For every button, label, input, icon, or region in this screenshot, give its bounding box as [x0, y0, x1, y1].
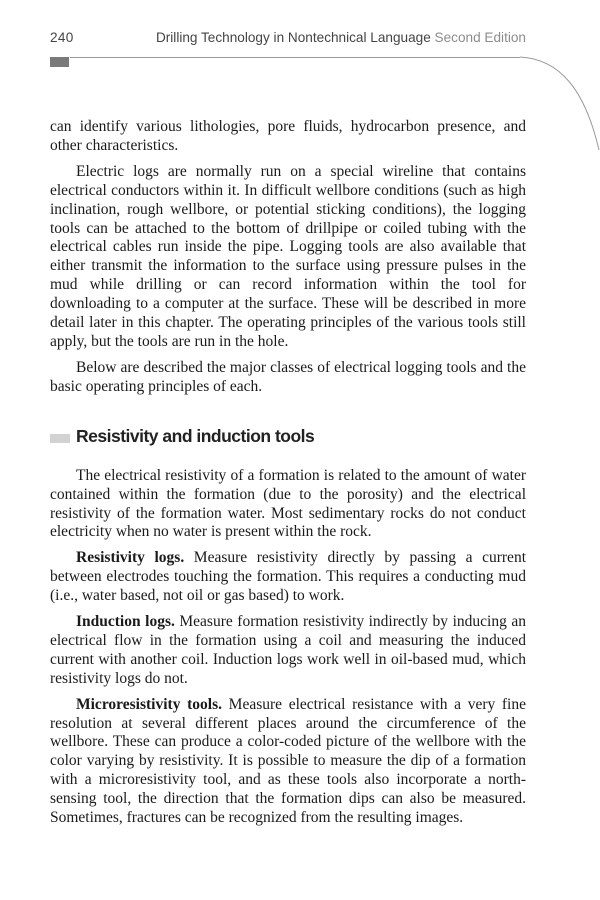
page-number: 240 — [50, 30, 74, 45]
header-rule — [70, 57, 520, 58]
paragraph-resistivity-intro: The electrical resistivity of a formation is related to the amount of water contained within the formation (due to the porosity) and the electrical resistivity of the formation water. Most sedimentary rocks do not conduct electricity when no water is present within the rock. — [50, 466, 526, 541]
body-text — [50, 118, 526, 835]
definition-microresistivity-tools: Measure electrical resistance with a very fine resolution at several different places around the circumference of the wellbore. These can produce a color-coded picture of the wellbore with the color varying by resistivity. It is possible to measure the dip of a formation with a microresistivity tool, and as these tools also incorporate a north-sensing tool, the direction that the formation dips can also be measured. Sometimes, fractures can be recognized from the resulting images. — [50, 695, 526, 827]
book-title: Drilling Technology in Nontechnical Language — [155, 30, 431, 45]
term-resistivity-logs: Resistivity logs. — [76, 549, 185, 567]
section-title: Resistivity and induction tools — [76, 425, 315, 446]
paragraph-continuation: can identify various lithologies, pore fluids, hydrocarbon presence, and other characteristics. — [50, 118, 526, 154]
page-corner-curve — [520, 50, 600, 160]
paragraph-resistivity-logs — [50, 549, 526, 606]
term-microresistivity-tools: Microresistivity tools. — [76, 695, 222, 713]
term-induction-logs: Induction logs. — [76, 613, 175, 631]
edition-label: Second Edition — [434, 30, 526, 45]
paragraph-induction-logs — [50, 613, 526, 689]
paragraph-microresistivity-tools — [50, 696, 526, 828]
paragraph-electric-logs: Electric logs are normally run on a special wireline that contains electrical conductors within it. In difficult wellbore conditions (such as high inclination, rough wellbore, or potential sticking conditions), the logging tools can be attached to the bottom of drillpipe or coiled tubing with the electrical cables run inside the pipe. Logging tools are also available that either transmit the information to the surface using pressure pulses in the mud while drilling or can record information within the tool for downloading to a computer at the surface. These will be described in more detail later in this chapter. The operating principles of the various tools still apply, but the tools are run in the hole. — [50, 162, 526, 350]
page-header — [50, 30, 526, 50]
paragraph-classes-intro: Below are described the major classes of electrical logging tools and the basic operating principles of each. — [50, 358, 526, 395]
section-heading — [50, 427, 526, 449]
running-title — [156, 30, 526, 45]
header-marker — [50, 57, 69, 67]
definition-induction-logs: Measure formation resistivity indirectly by inducing an electrical flow in the formation using a coil and measuring the induced current with another coil. Induction logs work well in oil-based mud, which resistivity logs do not. — [50, 613, 526, 687]
definition-resistivity-logs: Measure resistivity directly by passing a current between electrodes touching the formation. This requires a conducting mud (i.e., water based, not oil or gas based) to work. — [50, 549, 526, 605]
heading-marker — [50, 434, 70, 443]
